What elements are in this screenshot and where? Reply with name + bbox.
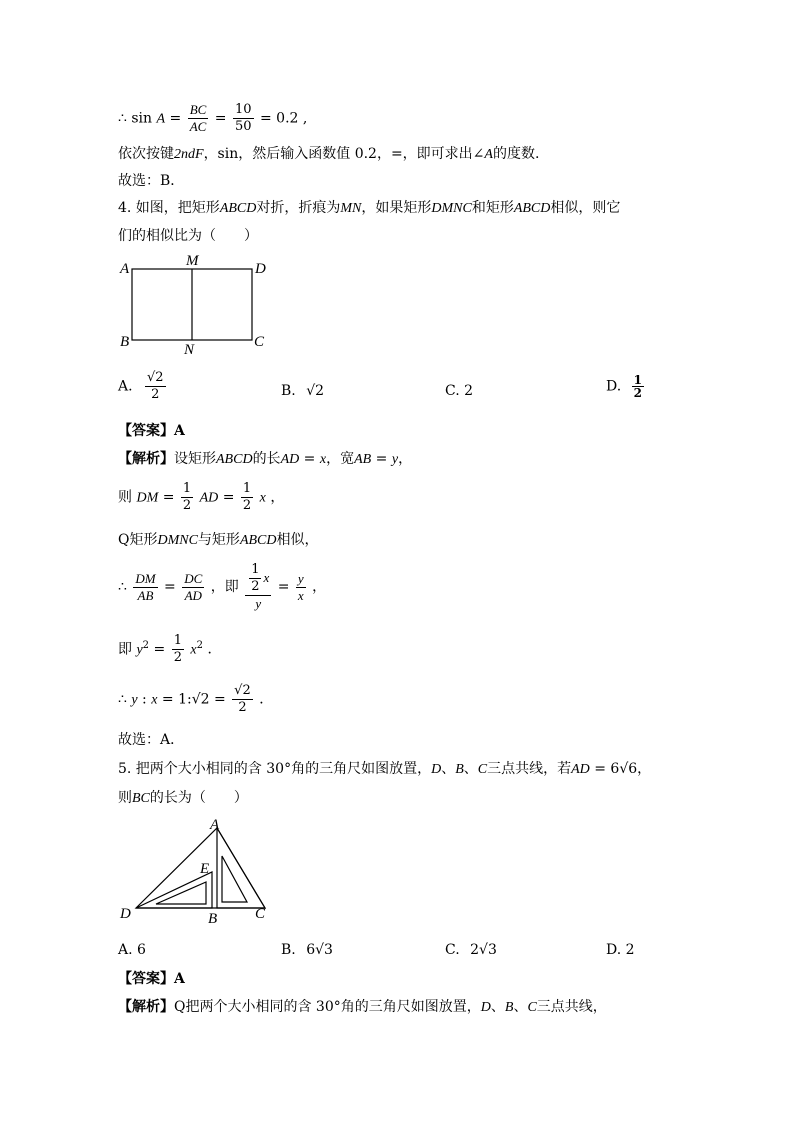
numerator: BC xyxy=(189,102,207,117)
equals: = xyxy=(153,641,166,658)
value: 6√6 xyxy=(610,761,638,777)
label-n: N xyxy=(184,342,195,357)
q4-analysis-line6 xyxy=(118,683,273,716)
text: ． xyxy=(207,641,222,658)
text: ，sin，然后输入函数值 0.2，=，即可求出∠ xyxy=(203,146,485,162)
text: 、 xyxy=(513,999,528,1015)
fraction-sqrt2-over-2 xyxy=(232,683,253,716)
because-symbol: Q xyxy=(118,532,130,548)
right-set-square-outer xyxy=(217,828,265,908)
q4-option-d[interactable] xyxy=(606,374,646,399)
fraction-dm-ab xyxy=(133,571,157,604)
text: 把两个大小相同的含 30°角的三角尺如图放置， xyxy=(185,999,481,1015)
text: 、 xyxy=(441,761,456,777)
compound-fraction xyxy=(245,562,271,612)
var: DM xyxy=(136,490,159,506)
q5-stem-line2 xyxy=(118,789,248,808)
text: ，宽 xyxy=(326,451,355,467)
therefore-symbol: ∴ xyxy=(118,579,127,595)
q4-choice: 故选：A． xyxy=(118,732,185,748)
var: x xyxy=(259,490,266,506)
denominator: AB xyxy=(137,587,154,603)
text: 的度数. xyxy=(492,146,540,162)
q4-option-a[interactable] xyxy=(118,370,168,403)
analysis-head: 【解析】 xyxy=(118,451,174,467)
fraction-y-x xyxy=(296,571,306,604)
denominator: 2 xyxy=(633,386,642,400)
equals: = xyxy=(162,489,175,506)
var: x xyxy=(263,570,270,585)
numerator: 10 xyxy=(234,102,252,117)
equals: = xyxy=(169,110,182,127)
denominator: 2 xyxy=(238,700,247,715)
text: 设矩形 xyxy=(174,451,216,467)
exponent: 2 xyxy=(142,639,150,651)
fraction-sqrt2-over-2 xyxy=(145,370,166,403)
option-label: A. xyxy=(118,378,133,395)
var: ABCD xyxy=(216,452,253,467)
text: ， xyxy=(398,451,413,467)
q5-triangle-figure xyxy=(116,812,276,930)
fraction-dc-ad xyxy=(182,571,204,604)
q4-answer: 【答案】A xyxy=(118,423,185,439)
q4-stem-line1 xyxy=(118,199,620,218)
text: 和矩形 xyxy=(471,200,514,216)
text: = 1: xyxy=(161,691,192,708)
label-a: A xyxy=(120,261,130,277)
var: y xyxy=(391,452,399,467)
equals: = xyxy=(164,579,176,595)
q5-analysis-line1 xyxy=(118,998,607,1017)
text: ． xyxy=(259,691,274,708)
numerator: √2 xyxy=(234,683,251,698)
q4-stem-line2: 们的相似比为（ ） xyxy=(118,228,258,244)
text: 、 xyxy=(490,999,505,1015)
q5-stem-line1 xyxy=(118,760,651,779)
left-set-square-outer xyxy=(136,872,212,908)
therefore-symbol: ∴ xyxy=(118,110,127,127)
q4-analysis-line4 xyxy=(118,562,326,612)
numerator xyxy=(245,562,271,596)
q4-analysis-line3 xyxy=(118,531,319,550)
sqrt-value: √2 xyxy=(191,691,210,708)
text: 即 xyxy=(118,641,132,658)
colon: : xyxy=(142,691,147,708)
q4-analysis-line2 xyxy=(118,481,284,514)
var: x xyxy=(151,692,158,708)
fraction-10-50 xyxy=(233,102,254,135)
option-value: √2 xyxy=(306,383,325,399)
sin-text: sin xyxy=(131,110,153,127)
text: 的长 xyxy=(252,451,281,467)
therefore-symbol: ∴ xyxy=(118,691,127,708)
var-a: A xyxy=(484,147,493,162)
var: y xyxy=(131,692,138,708)
label-a: A xyxy=(210,817,220,833)
exponent: 2 xyxy=(196,639,204,651)
label-b: B xyxy=(120,334,130,350)
right-set-square-inner xyxy=(222,856,247,902)
var: AD xyxy=(199,490,219,506)
var: D xyxy=(431,762,442,777)
text: 矩形 xyxy=(129,532,158,548)
q4-analysis-line5 xyxy=(118,633,221,666)
var: MN xyxy=(340,201,362,216)
var: B xyxy=(455,762,464,777)
text: 则 xyxy=(118,489,132,506)
numerator: DC xyxy=(184,570,203,586)
denominator: AC xyxy=(189,119,207,134)
option-value: 2√3 xyxy=(470,942,497,958)
var: y xyxy=(136,642,143,658)
numerator: DM xyxy=(135,570,156,586)
text: ， xyxy=(270,489,285,506)
var: AD xyxy=(571,762,590,777)
numerator: 1 xyxy=(251,562,260,577)
var: x xyxy=(190,642,197,658)
text: 依次按键 xyxy=(118,146,174,162)
fraction-half xyxy=(172,633,184,666)
denominator: y xyxy=(255,596,262,611)
text: 5. 把两个大小相同的含 30°角的三角尺如图放置， xyxy=(118,761,432,777)
fraction-bc-ac xyxy=(188,102,209,135)
q5-answer: 【答案】A xyxy=(118,971,185,987)
equals: = xyxy=(277,579,290,595)
instruction-line xyxy=(118,145,539,164)
fraction-half xyxy=(181,481,193,514)
result-text: = 0.2 , xyxy=(259,110,308,127)
text: ，如果矩形 xyxy=(361,200,432,216)
analysis-head: 【解析】 xyxy=(118,999,174,1015)
text: 三点共线，若 xyxy=(487,761,572,777)
denominator: 2 xyxy=(251,579,260,594)
q5-option-c[interactable] xyxy=(445,941,497,959)
denominator: 2 xyxy=(173,650,182,665)
fraction-1-over-2 xyxy=(632,374,644,399)
var: DMNC xyxy=(431,201,472,216)
text: 、 xyxy=(463,761,478,777)
numerator: 1 xyxy=(182,481,192,496)
label-e: E xyxy=(200,861,210,877)
denominator: AD xyxy=(184,587,202,603)
text: = xyxy=(299,451,320,467)
numerator: y xyxy=(297,570,304,586)
numerator: 1 xyxy=(242,481,252,496)
var: D xyxy=(480,1000,491,1015)
equals: = xyxy=(594,761,606,777)
label-d: D xyxy=(120,906,131,922)
label-c: C xyxy=(254,334,265,350)
left-set-square-inner xyxy=(156,882,206,904)
text: 相似， xyxy=(276,532,319,548)
q4-rectangle-figure xyxy=(116,252,276,357)
denominator: 2 xyxy=(242,498,252,513)
text: 4. 如图，把矩形 xyxy=(118,200,220,216)
numerator: 1 xyxy=(173,633,182,648)
equals: = xyxy=(214,110,227,127)
text: ， xyxy=(312,579,327,595)
option-value: 6√3 xyxy=(306,942,333,958)
q4-analysis-line1 xyxy=(118,450,412,469)
option-label: B. xyxy=(281,383,296,399)
option-label: B. xyxy=(281,942,296,958)
denominator: x xyxy=(297,587,304,603)
label-d: D xyxy=(255,261,266,277)
label-b: B xyxy=(208,911,218,927)
text: = xyxy=(371,451,392,467)
text: 三点共线， xyxy=(536,999,607,1015)
denominator: 50 xyxy=(234,119,252,134)
q5-option-a[interactable]: A. 6 xyxy=(118,942,146,958)
text: 的长为（ ） xyxy=(149,790,248,806)
var: x xyxy=(319,452,327,467)
label-c: C xyxy=(255,906,266,922)
var: AB xyxy=(354,452,372,467)
var: AD xyxy=(280,452,300,467)
because-symbol: Q xyxy=(174,999,186,1015)
text: 则 xyxy=(118,790,132,806)
key-name: 2ndF xyxy=(174,147,204,162)
fraction-half xyxy=(249,562,261,595)
q4-option-c[interactable]: C. 2 xyxy=(445,383,474,399)
option-label: D. xyxy=(606,378,622,395)
text: ， xyxy=(637,761,652,777)
text: 相似，则它 xyxy=(550,200,621,216)
text: 对折，折痕为 xyxy=(256,200,341,216)
var: DMNC xyxy=(157,533,198,548)
text: 与矩形 xyxy=(197,532,240,548)
formula-sin-a xyxy=(118,102,307,135)
var: C xyxy=(527,1000,537,1015)
denominator: 2 xyxy=(182,498,192,513)
q4-option-b[interactable] xyxy=(281,382,324,400)
denominator: 2 xyxy=(151,387,160,402)
var: ABCD xyxy=(239,533,277,548)
equals: = xyxy=(222,489,235,506)
q5-option-b[interactable] xyxy=(281,941,333,959)
numerator: 1 xyxy=(633,373,642,387)
fraction-half xyxy=(241,481,253,514)
label-m: M xyxy=(186,253,199,269)
choice-line: 故选：B． xyxy=(118,173,185,189)
equals: = xyxy=(213,691,226,708)
var: B xyxy=(504,1000,514,1015)
var: C xyxy=(477,762,488,777)
q5-option-d[interactable]: D. 2 xyxy=(606,942,635,958)
var: ABCD xyxy=(219,201,257,216)
numerator: √2 xyxy=(147,370,164,385)
option-label: C. xyxy=(445,942,460,958)
var: ABCD xyxy=(513,201,551,216)
var-a: A xyxy=(156,111,166,127)
var: BC xyxy=(132,791,150,806)
text: ，即 xyxy=(210,579,239,595)
